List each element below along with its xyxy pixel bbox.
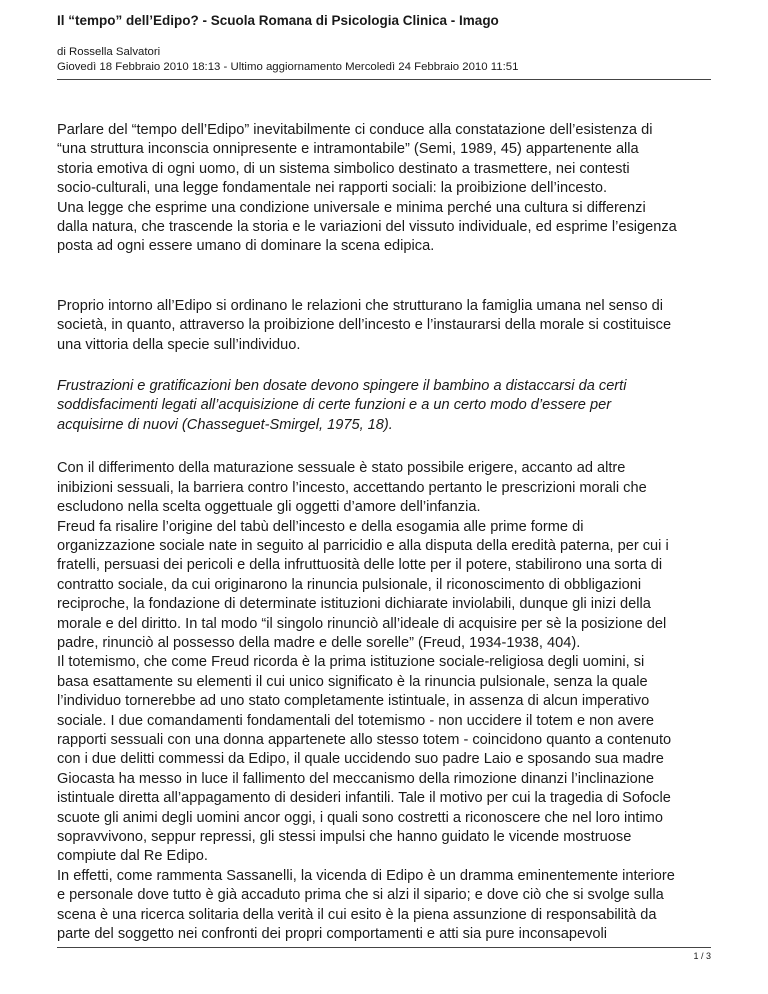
header-divider (57, 79, 711, 80)
text-line: basa esattamente su elementi il cui unico significato è la rinuncia pulsionale, senza la quale (57, 673, 648, 690)
text-line: con i due delitti commessi da Edipo, il quale uccidendo suo padre Laio e sposando sua madre (57, 751, 664, 768)
text-line: istintuale diretta all’appagamento di desideri infantili. Tale il motivo per cui la tragedia di Sofocle (57, 790, 671, 807)
text-line: Giocasta ha messo in luce il fallimento del meccanismo della rimozione dinanzi l’inclinazione (57, 770, 655, 787)
text-line: fratelli, persuasi dei pericoli e della infruttuosità delle lotte per il potere, stabilirono una sorta di (57, 557, 663, 574)
document-page (57, 0, 711, 994)
text-line: Parlare del “tempo dell’Edipo” inevitabilmente ci conduce alla constatazione dell’esistenza di (57, 122, 653, 138)
text-line: scuote gli animi degli uomini ancor oggi, i quali sono costretti a riconoscere che nel loro intimo (57, 809, 663, 826)
text-line: inibizioni sessuali, la barriera contro l’incesto, accettando pertanto le prescrizioni morali che (57, 479, 647, 496)
paragraph-main (57, 459, 711, 944)
text-line: rapporti sessuali con una donna appartenete allo stesso totem - coincidono quanto a contenuto (57, 731, 672, 748)
author-line: di Rossella Salvatori (57, 46, 161, 58)
text-line: contratto sociale, da cui originarono la rinuncia pulsionale, il riconoscimento di obbligazioni (57, 576, 642, 593)
text-line: organizzazione sociale nate in seguito al parricidio e alla disputa della eredità paterna, per cui i (57, 537, 669, 554)
text-line: Il totemismo, che come Freud ricorda è la prima istituzione sociale-religiosa degli uomini, si (57, 654, 645, 671)
text-line: acquisirne di nuovi (Chasseguet-Smirgel, 1975, 18). (57, 416, 393, 433)
text-line: soddisfacimenti legati all’acquisizione di certe funzioni e a un certo modo d’essere per (57, 397, 612, 414)
text-line: In effetti, come rammenta Sassanelli, la vicenda di Edipo è un dramma eminentemente interiore (57, 867, 675, 884)
text-line: escludono nella scelta oggettuale gli oggetti d’amore dell’infanzia. (57, 499, 481, 516)
quote-chasseguet (57, 377, 711, 435)
text-line: storia emotiva di ogni uomo, di un sistema simbolico destinato a trasmettere, nei contesti (57, 160, 630, 177)
text-line: Freud fa risalire l’origine del tabù dell’incesto e della esogamia alle prime forme di (57, 518, 584, 535)
text-line: socio-culturali, una legge fondamentale nei rapporti sociali: la proibizione dell’incesto. (57, 180, 608, 197)
text-line: dalla natura, che trascende la storia e le variazioni del vissuto individuale, ed esprime l’esigenza (57, 219, 677, 236)
paragraph-intro (57, 121, 711, 257)
dates-line: Giovedì 18 Febbraio 2010 18:13 - Ultimo aggiornamento Mercoledì 24 Febbraio 2010 11:51 (57, 61, 519, 73)
footer-divider (57, 947, 711, 948)
text-line: “una struttura inconscia onnipresente e intramontabile” (Semi, 1989, 45) appartenente alla (57, 141, 639, 158)
text-line: l’individuo tornerebbe ad uno stato completamente istintuale, in assenza di alcun imperativo (57, 693, 650, 710)
text-line: sopravvivono, seppur repressi, gli stessi impulsi che hanno guidato le vicende mostruose (57, 829, 632, 845)
text-line: morale e del diritto. In tal modo “il singolo rinunciò all’ideale di acquisire per sè la posizione del (57, 615, 667, 632)
text-line: padre, rinunciò al possesso della madre e delle sorelle” (Freud, 1934-1938, 404). (57, 634, 581, 651)
document-title: Il “tempo” dell’Edipo? - Scuola Romana di Psicologia Clinica - Imago (57, 13, 499, 28)
text-line: una vittoria della specie sull’individuo. (57, 336, 301, 353)
text-line: parte del soggetto nei confronti dei propri comportamenti e atti sia pure inconsapevoli (57, 926, 608, 943)
paragraph-oedipus-relations (57, 297, 711, 355)
text-line: Con il differimento della maturazione sessuale è stato possibile erigere, accanto ad altre (57, 460, 626, 477)
article-body (57, 121, 711, 944)
text-line: Proprio intorno all’Edipo si ordinano le relazioni che strutturano la famiglia umana nel senso di (57, 297, 663, 314)
text-line: e personale dove tutto è già accaduto prima che si alzi il sipario; e dove ciò che si svolge sulla (57, 887, 664, 904)
text-line: compiute dal Re Edipo. (57, 848, 208, 865)
text-line: scena è una ricerca solitaria della verità il cui esito è la piena assunzione di responsabilità da (57, 906, 657, 923)
text-line: posta ad ogni essere umano di dominare la scena edipica. (57, 238, 435, 255)
text-line: Una legge che esprime una condizione universale e minima perché una cultura si differenzi (57, 199, 646, 216)
text-line: reciproche, la fondazione di determinate istituzioni dichiarate inviolabili, dunque gli inizi della (57, 596, 651, 613)
text-line: società, in quanto, attraverso la proibizione dell’incesto e l’instaurarsi della morale si costituisce (57, 317, 672, 334)
text-line: Frustrazioni e gratificazioni ben dosate devono spingere il bambino a distaccarsi da certi (57, 378, 627, 395)
page-number: 1 / 3 (693, 951, 711, 961)
text-line: sociale. I due comandamenti fondamentali del totemismo - non uccidere il totem e non avere (57, 712, 655, 729)
